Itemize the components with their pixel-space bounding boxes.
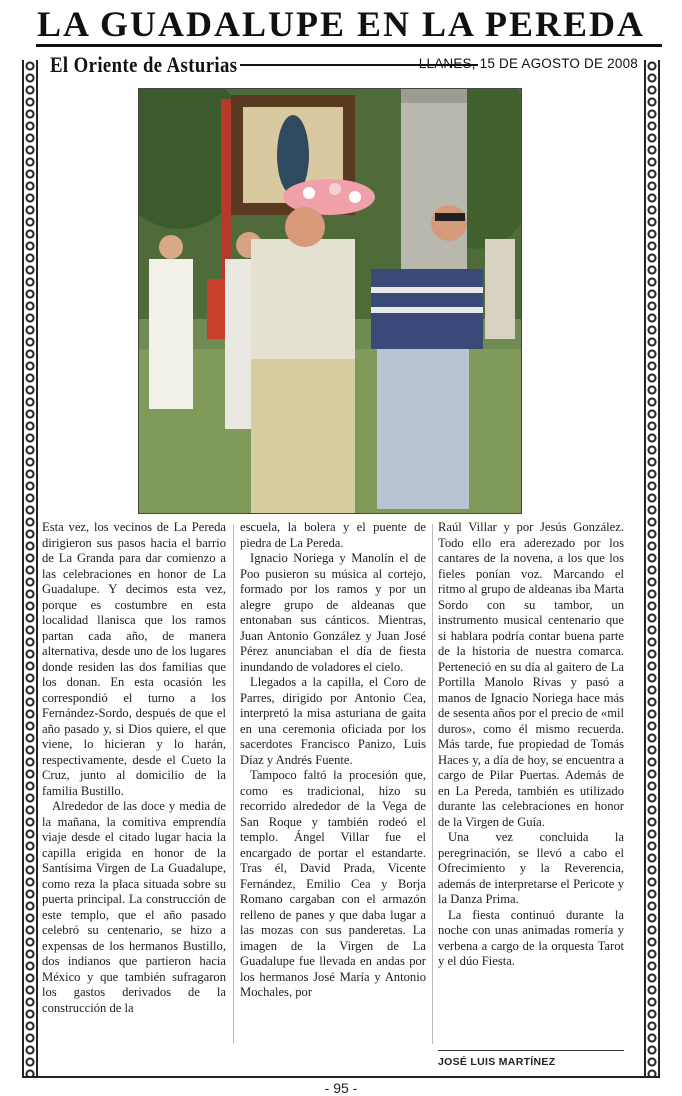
- paragraph: escuela, la bolera y el puente de piedra de La Pereda.: [240, 520, 426, 550]
- paragraph: Una vez concluida la peregrinación, se llevó a cabo el Ofrecimiento y la Reverencia, además de interpretarse el Pericote y la Danza Prima.: [438, 830, 624, 906]
- headline: LA GUADALUPE EN LA PEREDA: [36, 4, 646, 44]
- column-rule: [233, 524, 234, 1044]
- byline: JOSÉ LUIS MARTÍNEZ: [438, 1056, 556, 1068]
- article-body: [42, 520, 638, 1068]
- bottom-rule: [22, 1076, 658, 1078]
- column-rule: [432, 524, 433, 1044]
- paragraph: Alrededor de las doce y media de la mañana, la comitiva emprendía viaje desde el citado lugar hacia la capilla erigida en honor de la Santísima Virgen de La Guadalupe, como reza la placa situada sobre su puerta principal. La construcción de este templo, que el año pasado celebró su centenario, se hizo a expensas de los hermanos Bustillo, dos indianos que partieron hacia México y que también sufragaron los gastos derivados de la construcción de la: [42, 799, 226, 1015]
- page-number: - 95 -: [324, 1080, 358, 1096]
- paragraph: La fiesta continuó durante la noche con unas animadas romería y verbena a cargo de la orquesta Tarot y el dúo Fiesta.: [438, 907, 624, 968]
- article-column-2: [240, 520, 426, 1050]
- dateline: LLANES, 15 DE AGOSTO DE 2008: [418, 56, 638, 71]
- decorative-chain-border-right: [644, 60, 660, 1078]
- article-column-1: [42, 520, 226, 1050]
- paragraph: Raúl Villar y por Jesús González. Todo ello era aderezado por los cantares de la novena, a los que los fieles ponían voz. Marcando el ritmo al grupo de aldeanas iba Marta Sordo con su tambor, un instrumento musical centenario que si hablara podría contar buena parte de la historia de nuestra comarca. Perteneció en su día al gaitero de La Portilla Manolo Rivas y pasó a manos de Ignacio Noriega hace más de sesenta años por el precio de «mil duros», como él mismo recuerda. Más tarde, fue propiedad de Tomás Haces y, a día de hoy, se encuentra a cargo de Pilar Puertas. Además de en La Pereda, también es utilizado durante las celebraciones en honor de la Virgen de Guía.: [438, 520, 624, 829]
- paragraph: Tampoco faltó la procesión que, como es tradicional, hizo su recorrido alrededor de la Vega de San Roque y también rodeó el templo. Ángel Villar fue el encargado de portar el estandarte. Tras él, David Prada, Vicente Fernández, Emilio Cea y Borja Romano cargaban con el armazón relleno de panes y que daba lugar a las mozas con sus panderetas. La imagen de la Virgen de La Guadalupe fue llevada en andas por los hermanos José María y Antonio Mochales, por: [240, 768, 426, 999]
- procession-photo: [138, 88, 522, 514]
- masthead-row: [40, 52, 640, 78]
- paragraph: Esta vez, los vecinos de La Pereda dirigieron sus pasos hacia el barrio de La Granda para dar comienzo a las celebraciones en honor de La Guadalupe. Y decimos esta vez, porque es costumbre en esta localidad llanisca que los ramos partan cada año, de manera alternativa, desde uno de los lugares donde residen las dos familias que los donan. En esta ocasión les correspondió el turno a los Fernández-Sordo, después de que el año pasado y, si Dios quiere, el que viene, lo hicieran y lo harán, respectivamente, desde el Cueto la Cruz, junto al domicilio de la familia Bustillo.: [42, 520, 226, 798]
- article-column-3: [438, 520, 624, 1050]
- newspaper-masthead: El Oriente de Asturias: [50, 52, 238, 77]
- paragraph: Ignacio Noriega y Manolín el de Poo pusieron su música al cortejo, formado por los ramos y por un alegre grupo de aldeanas que entonaban sus cánticos. Mientras, Juan Antonio González y Juan José Pérez anunciaban el día de fiesta inundando de voladores el cielo.: [240, 551, 426, 674]
- decorative-chain-border-left: [22, 60, 38, 1078]
- headline-rule: [36, 44, 662, 47]
- procession-photo-illustration: [139, 89, 521, 513]
- byline-rule: [438, 1050, 624, 1051]
- paragraph: Llegados a la capilla, el Coro de Parres, dirigido por Antonio Cea, interpretó la misa asturiana de gaita en una ceremonia oficiada por los sacerdotes Francisco Panizo, Luis Díaz y Andrés Fuente.: [240, 675, 426, 767]
